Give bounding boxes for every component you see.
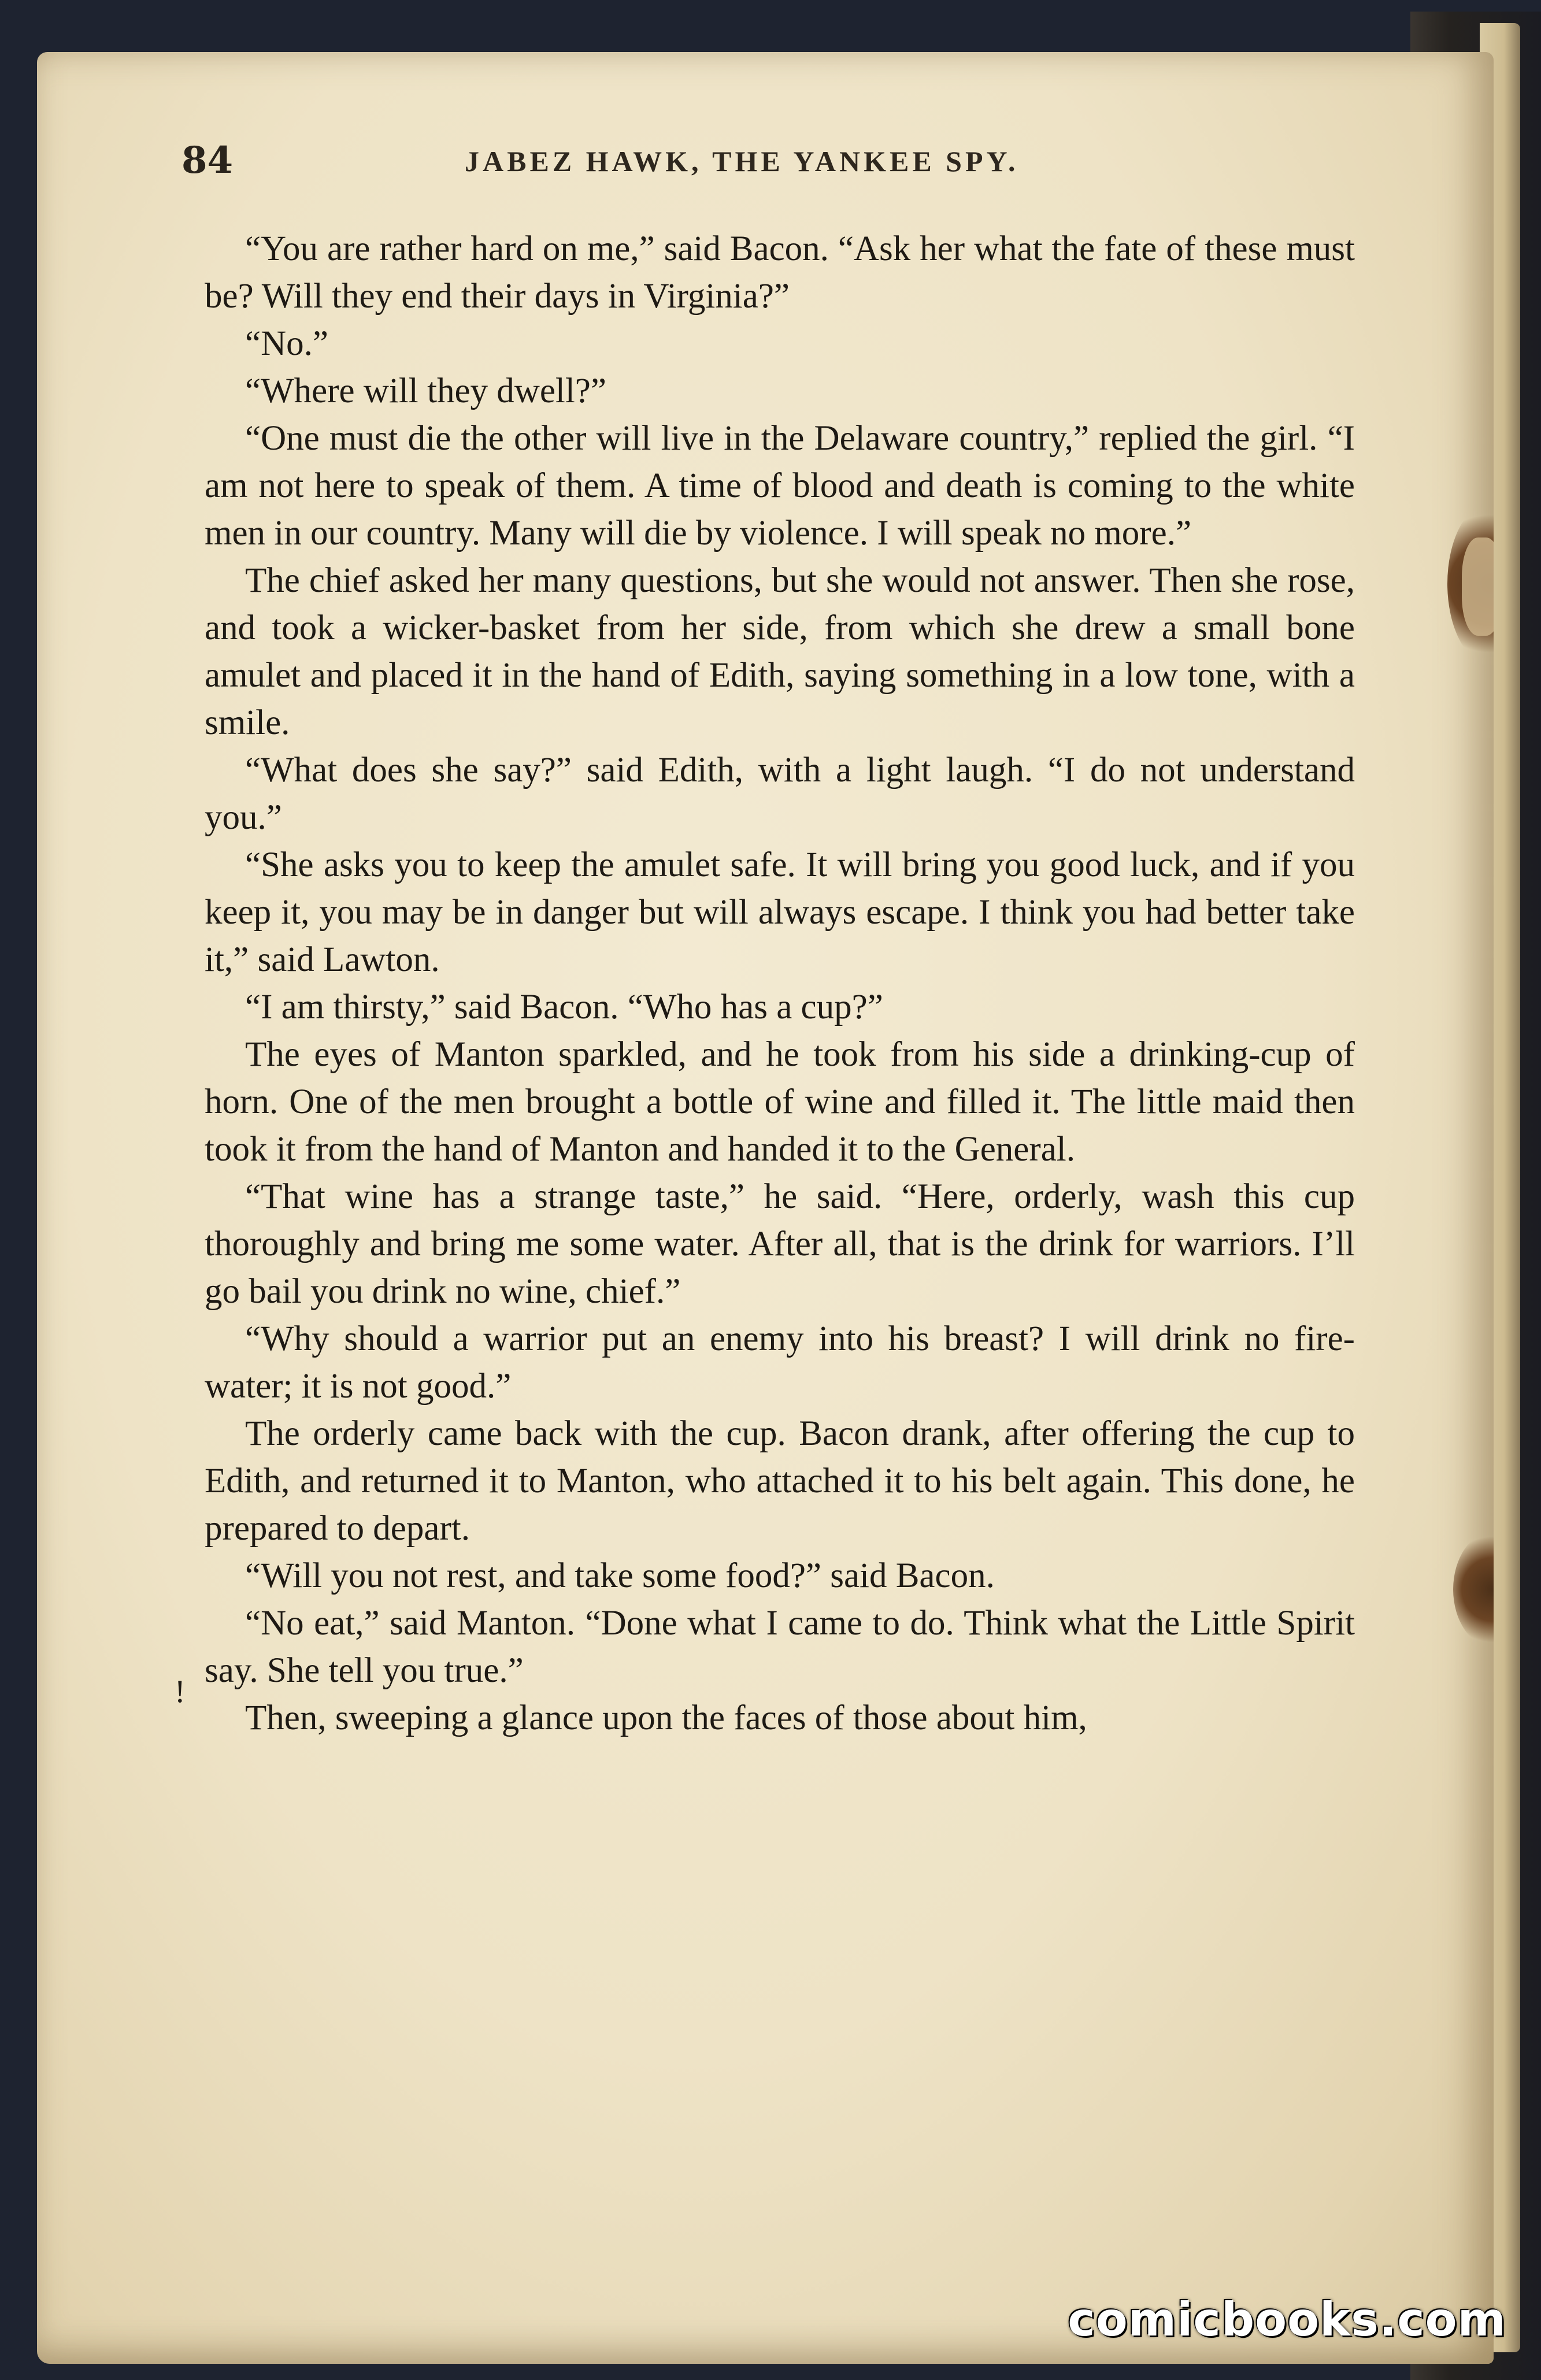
paragraph: “No eat,” said Manton. “Done what I came to do. Think what the Little Spirit say. She tell you true.”: [205, 1604, 1355, 1690]
paragraph: The chief asked her many questions, but she would not answer. Then she rose, and took a wicker-basket from her side, from which she drew a small bone amulet and placed it in the hand of Edith, saying something in a low tone, with a smile.: [205, 561, 1355, 742]
paragraph: “She asks you to keep the amulet safe. It will bring you good luck, and if you keep it, you may be in danger but will always escape. I think you had better take it,” said Lawton.: [205, 846, 1355, 979]
running-head: [37, 139, 1494, 185]
body-text: [205, 225, 1355, 1742]
paragraph: The orderly came back with the cup. Bacon drank, after offering the cup to Edith, and returned it to Manton, who attached it to his belt again. This done, he prepared to depart.: [205, 1414, 1355, 1548]
paragraph: “You are rather hard on me,” said Bacon. “Ask her what the fate of these must be? Will they end their days in Virginia?”: [205, 229, 1355, 316]
margin-mark: !: [175, 1674, 186, 1710]
paragraph: “I am thirsty,” said Bacon. “Who has a cup?”: [245, 988, 883, 1026]
torn-paper-patch: [1462, 537, 1494, 636]
paragraph: “No.”: [245, 324, 328, 363]
paragraph: “Where will they dwell?”: [245, 372, 606, 410]
binding-stain-lower: [1453, 1532, 1494, 1647]
book-page: [37, 52, 1494, 2364]
paragraph: “That wine has a strange taste,” he said. “Here, orderly, wash this cup thoroughly and bring me some water. After all, that is the drink for warriors. I’ll go bail you drink no wine, chief.”: [205, 1177, 1355, 1311]
paragraph: The eyes of Manton sparkled, and he took from his side a drinking-cup of horn. One of the men brought a bottle of wine and filled it. The little maid then took it from the hand of Manton and handed it to the General.: [205, 1035, 1355, 1169]
paragraph: “One must die the other will live in the Delaware country,” replied the girl. “I am not here to speak of them. A time of blood and death is coming to the white men in our country. Many will die by violence. I will speak no more.”: [205, 419, 1355, 553]
running-head-title: JABEZ HAWK, THE YANKEE SPY.: [465, 145, 1019, 177]
watermark: comicbooks.com: [1068, 2293, 1506, 2346]
paragraph: “Will you not rest, and take some food?” said Bacon.: [245, 1556, 995, 1595]
paragraph: Then, sweeping a glance upon the faces of those about him,: [245, 1699, 1087, 1737]
page-number: 84: [181, 139, 234, 182]
paragraph: “Why should a warrior put an enemy into his breast? I will drink no fire-water; it is not good.”: [205, 1319, 1355, 1406]
paragraph: “What does she say?” said Edith, with a light laugh. “I do not understand you.”: [205, 751, 1355, 837]
